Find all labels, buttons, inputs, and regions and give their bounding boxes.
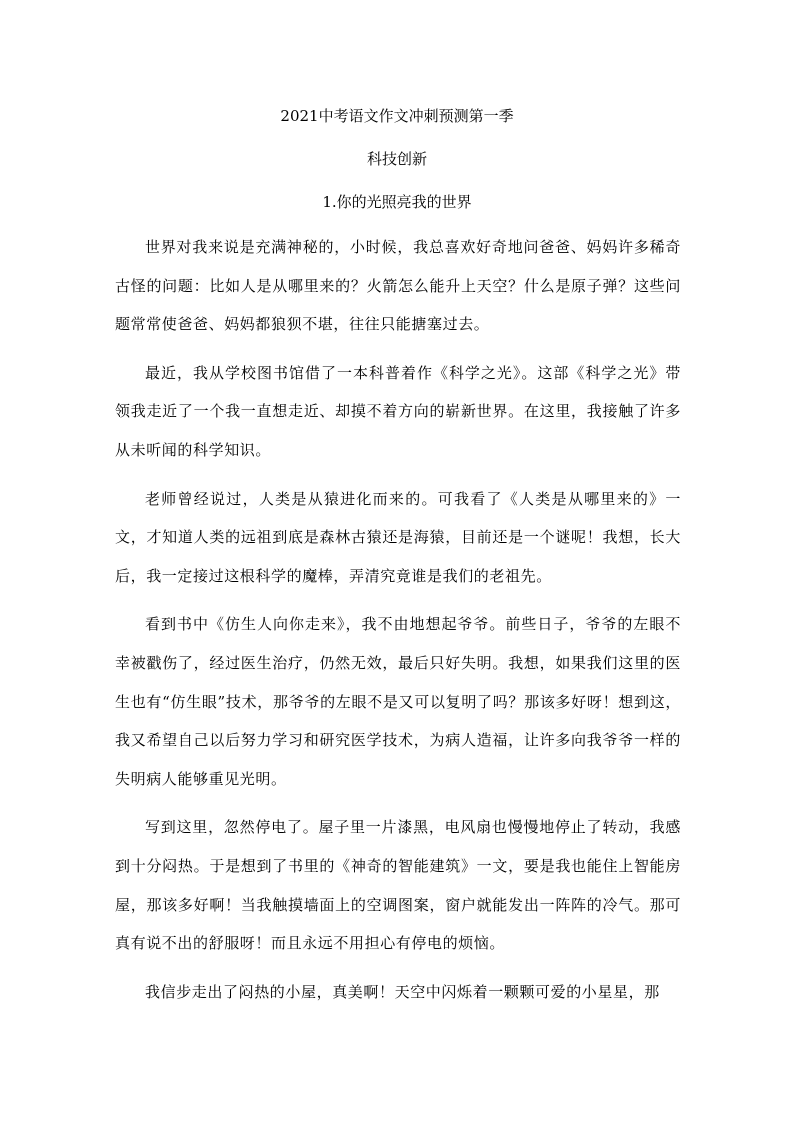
essay-body — [115, 228, 681, 1021]
paragraph-2: 最近，我从学校图书馆借了一本科普着作《科学之光》。这部《科学之光》带领我走近了一个我一直想走近、却摸不着方向的崭新世界。在这里，我接触了许多从未听闻的科学知识。 — [115, 363, 681, 459]
paragraph-4: 看到书中《仿生人向你走来》，我不由地想起爷爷。前些日子，爷爷的左眼不幸被戳伤了，经过医生治疗，仍然无效，最后只好失明。我想，如果我们这里的医生也有“仿生眼”技术，那爷爷的左眼不是又可以复明了吗？那该多好呀！想到这，我又希望自己以后努力学习和研究医学技术，为病人造福，让许多向我爷爷一样的失明病人能够重见光明。 — [115, 615, 681, 788]
paragraph-6: 我信步走出了闷热的小屋，真美啊！天空中闪烁着一颗颗可爱的小星星，那 — [145, 982, 660, 1001]
paragraph-5: 写到这里，忽然停电了。屋子里一片漆黑，电风扇也慢慢地停止了转动，我感到十分闷热。于是想到了书里的《神奇的智能建筑》一文，要是我也能住上智能房屋，那该多好啊！当我触摸墙面上的空调图案，窗户就能发出一阵阵的冷气。那可真有说不出的舒服呀！而且永远不用担心有停电的烦恼。 — [115, 818, 681, 953]
paragraph-3: 老师曾经说过，人类是从猿进化而来的。可我看了《人类是从哪里来的》一文，才知道人类的远祖到底是森林古猿还是海猿，目前还是一个谜呢！我想，长大后，我一定接过这根科学的魔棒，弄清究竟谁是我们的老祖先。 — [115, 489, 681, 585]
essay-title: 1.你的光照亮我的世界 — [322, 193, 472, 211]
section-subtitle: 科技创新 — [366, 150, 427, 168]
document-title: 2021中考语文作文冲刺预测第一季 — [280, 107, 514, 125]
paragraph-1: 世界对我来说是充满神秘的，小时候，我总喜欢好奇地问爸爸、妈妈许多稀奇古怪的问题：比如人是从哪里来的？火箭怎么能升上天空？什么是原子弹？这些问题常常使爸爸、妈妈都狼狈不堪，往往只能搪塞过去。 — [115, 238, 681, 334]
